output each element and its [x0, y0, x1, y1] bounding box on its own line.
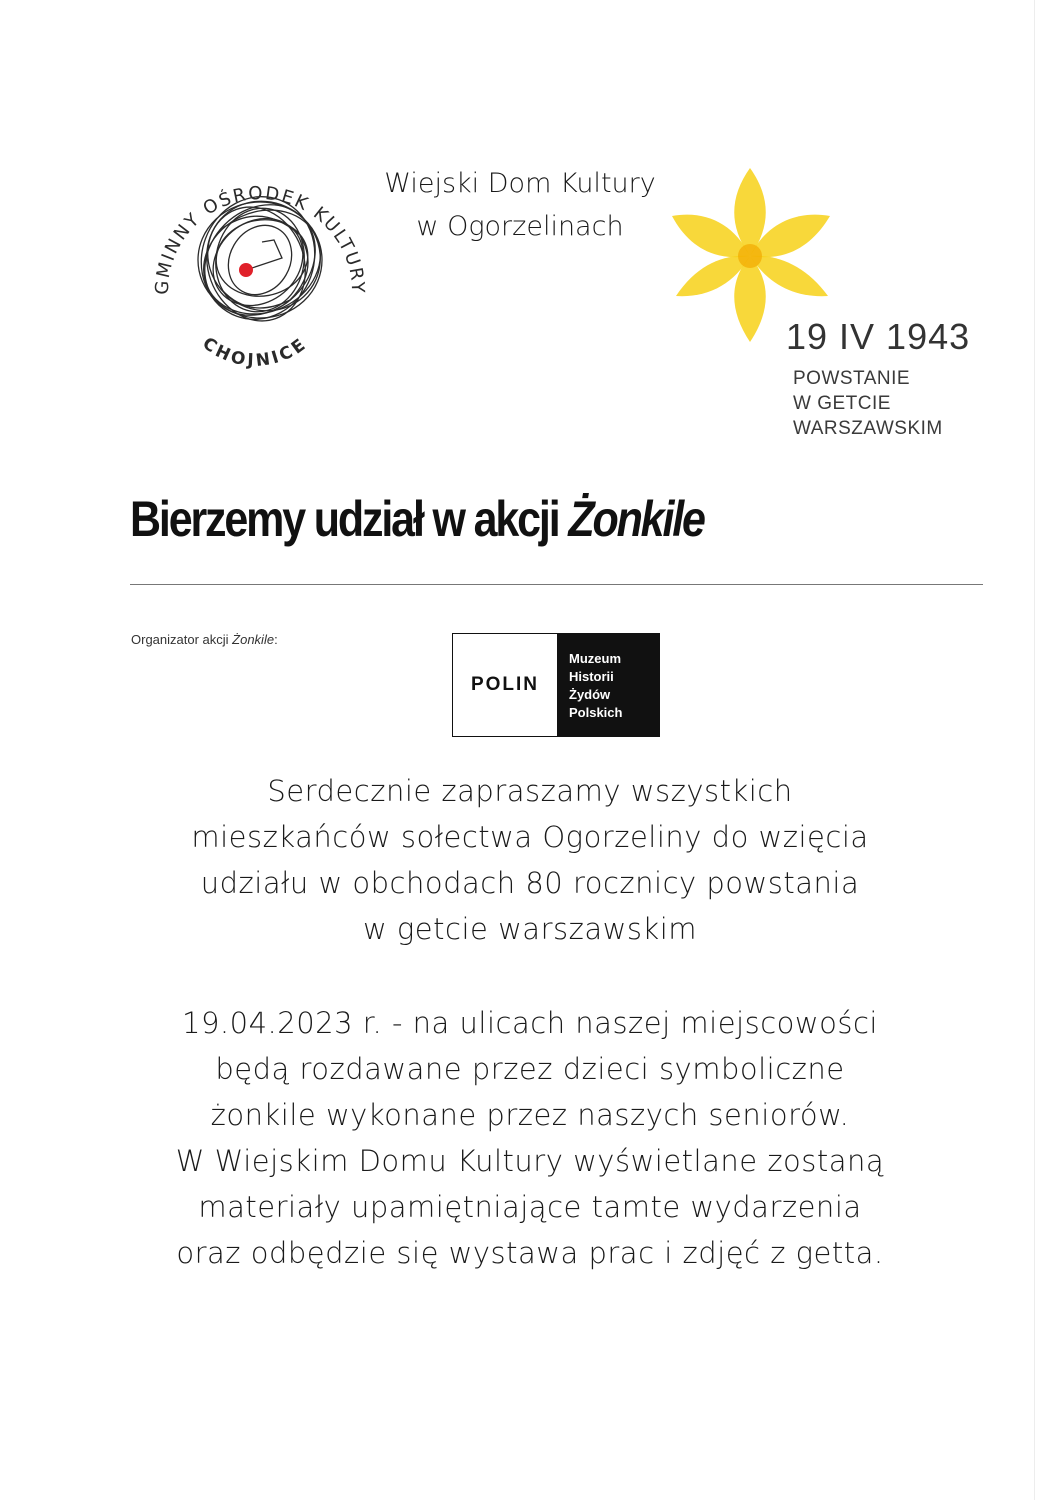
organizer-prefix: Organizator akcji: [131, 632, 233, 647]
wdk-line-1: Wiejski Dom Kultury: [384, 168, 656, 199]
paragraph2-line: oraz odbędzie się wystawa prac i zdjęć z getta.: [176, 1236, 884, 1270]
page-edge-line: [1034, 0, 1035, 1500]
polin-line-4: Polskich: [569, 705, 623, 720]
headline: [130, 490, 704, 548]
red-dot-icon: [239, 263, 253, 277]
paragraph2-line: żonkile wykonane przez naszych seniorów.: [210, 1098, 850, 1132]
invitation-paragraph: [60, 768, 1000, 952]
polin-line-3: Żydów: [569, 687, 611, 702]
polin-museum-name: [557, 634, 659, 736]
polin-logo: [452, 633, 660, 737]
paragraph1-line: udziału w obchodach 80 rocznicy powstania: [200, 866, 860, 900]
paragraph1-line: Serdecznie zapraszamy wszystkich: [267, 774, 793, 808]
paragraph2-line: 19.04.2023 r. - na ulicach naszej miejscowości: [182, 1006, 878, 1040]
headline-prefix: Bierzemy udział w akcji: [130, 491, 569, 547]
wdk-line-2: w Ogorzelinach: [416, 211, 624, 242]
paragraph2-line: będą rozdawane przez dzieci symboliczne: [215, 1052, 845, 1086]
paragraph1-line: mieszkańców sołectwa Ogorzeliny do wzięcia: [191, 820, 869, 854]
wdk-header: [360, 162, 680, 248]
uprising-date: 19 IV 1943: [786, 316, 971, 357]
polin-line-2: Historii: [569, 669, 614, 684]
organizer-emphasis: Żonkile: [232, 632, 275, 647]
polin-wordmark: POLIN: [470, 674, 540, 695]
paragraph2-line: W Wiejskim Domu Kultury wyświetlane zostaną: [175, 1144, 885, 1178]
uprising-line-1: POWSTANIE: [793, 368, 911, 389]
paragraph1-line: w getcie warszawskim: [362, 912, 698, 946]
divider: [130, 584, 983, 585]
uprising-line-3: WARSZAWSKIM: [793, 418, 943, 439]
gok-arc-text: GMINNY OŚRODEK KULTURY: [151, 182, 369, 296]
headline-emphasis: Żonkile: [568, 491, 704, 547]
gok-logo-graphic: [150, 140, 370, 370]
gok-chojnice-logo: [150, 140, 370, 370]
event-details-paragraph: [60, 1000, 1000, 1276]
organizer-label: [131, 632, 278, 647]
paragraph2-line: materiały upamiętniające tamte wydarzenia: [198, 1190, 862, 1224]
gok-bottom-text: CHOJNICE: [198, 333, 312, 370]
polin-line-1: Muzeum: [569, 651, 621, 666]
uprising-line-2: W GETCIE: [793, 393, 891, 414]
uprising-caption: [793, 366, 943, 441]
organizer-suffix: :: [274, 632, 278, 647]
